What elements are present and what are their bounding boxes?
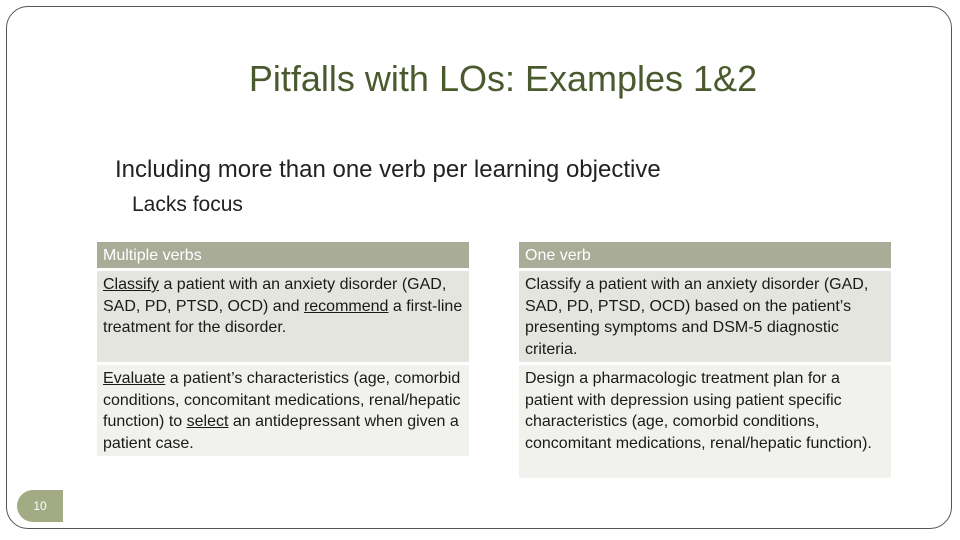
table-header-one-verb: One verb [519, 242, 891, 268]
bullet-2-text: Lacks focus [132, 193, 243, 216]
cell-text: a patient with an anxiety disorder (GAD, SAD, PD, PTSD, OCD) and [103, 276, 447, 315]
bullet-1-text: Including more than one verb per learning objective [115, 156, 661, 183]
cell-text: an antidepressant when given a patient case. [103, 413, 459, 452]
verb-highlight: Evaluate [103, 370, 166, 387]
bullet-level-1 [113, 156, 661, 184]
cell-text: a patient’s characteristics (age, comorbid conditions, concomitant medications, renal/hepatic function) to [103, 370, 461, 430]
slide-number: 10 [17, 490, 63, 522]
verb-highlight: select [186, 413, 229, 430]
slide-title: Pitfalls with LOs: Examples 1&2 [248, 58, 758, 99]
table-header-multiple-verbs: Multiple verbs [97, 242, 469, 268]
table-cell [97, 365, 469, 456]
table-cell: Classify a patient with an anxiety disorder (GAD, SAD, PD, PTSD, OCD) based on the patient’s presenting symptoms and DSM-5 diagnostic criteria. [519, 271, 891, 362]
table-cell: Design a pharmacologic treatment plan for a patient with depression using patient specific characteristics (age, comorbid conditions, concomitant medications, renal/hepatic function). [519, 365, 891, 478]
bullet-level-2 [130, 193, 243, 217]
verb-highlight: Classify [103, 276, 160, 293]
table-cell [97, 271, 469, 362]
one-verb-column [519, 242, 891, 481]
multiple-verbs-column [97, 242, 469, 459]
verb-highlight: recommend [303, 297, 389, 315]
cell-text: a first-line treatment for the disorder. [103, 297, 463, 336]
